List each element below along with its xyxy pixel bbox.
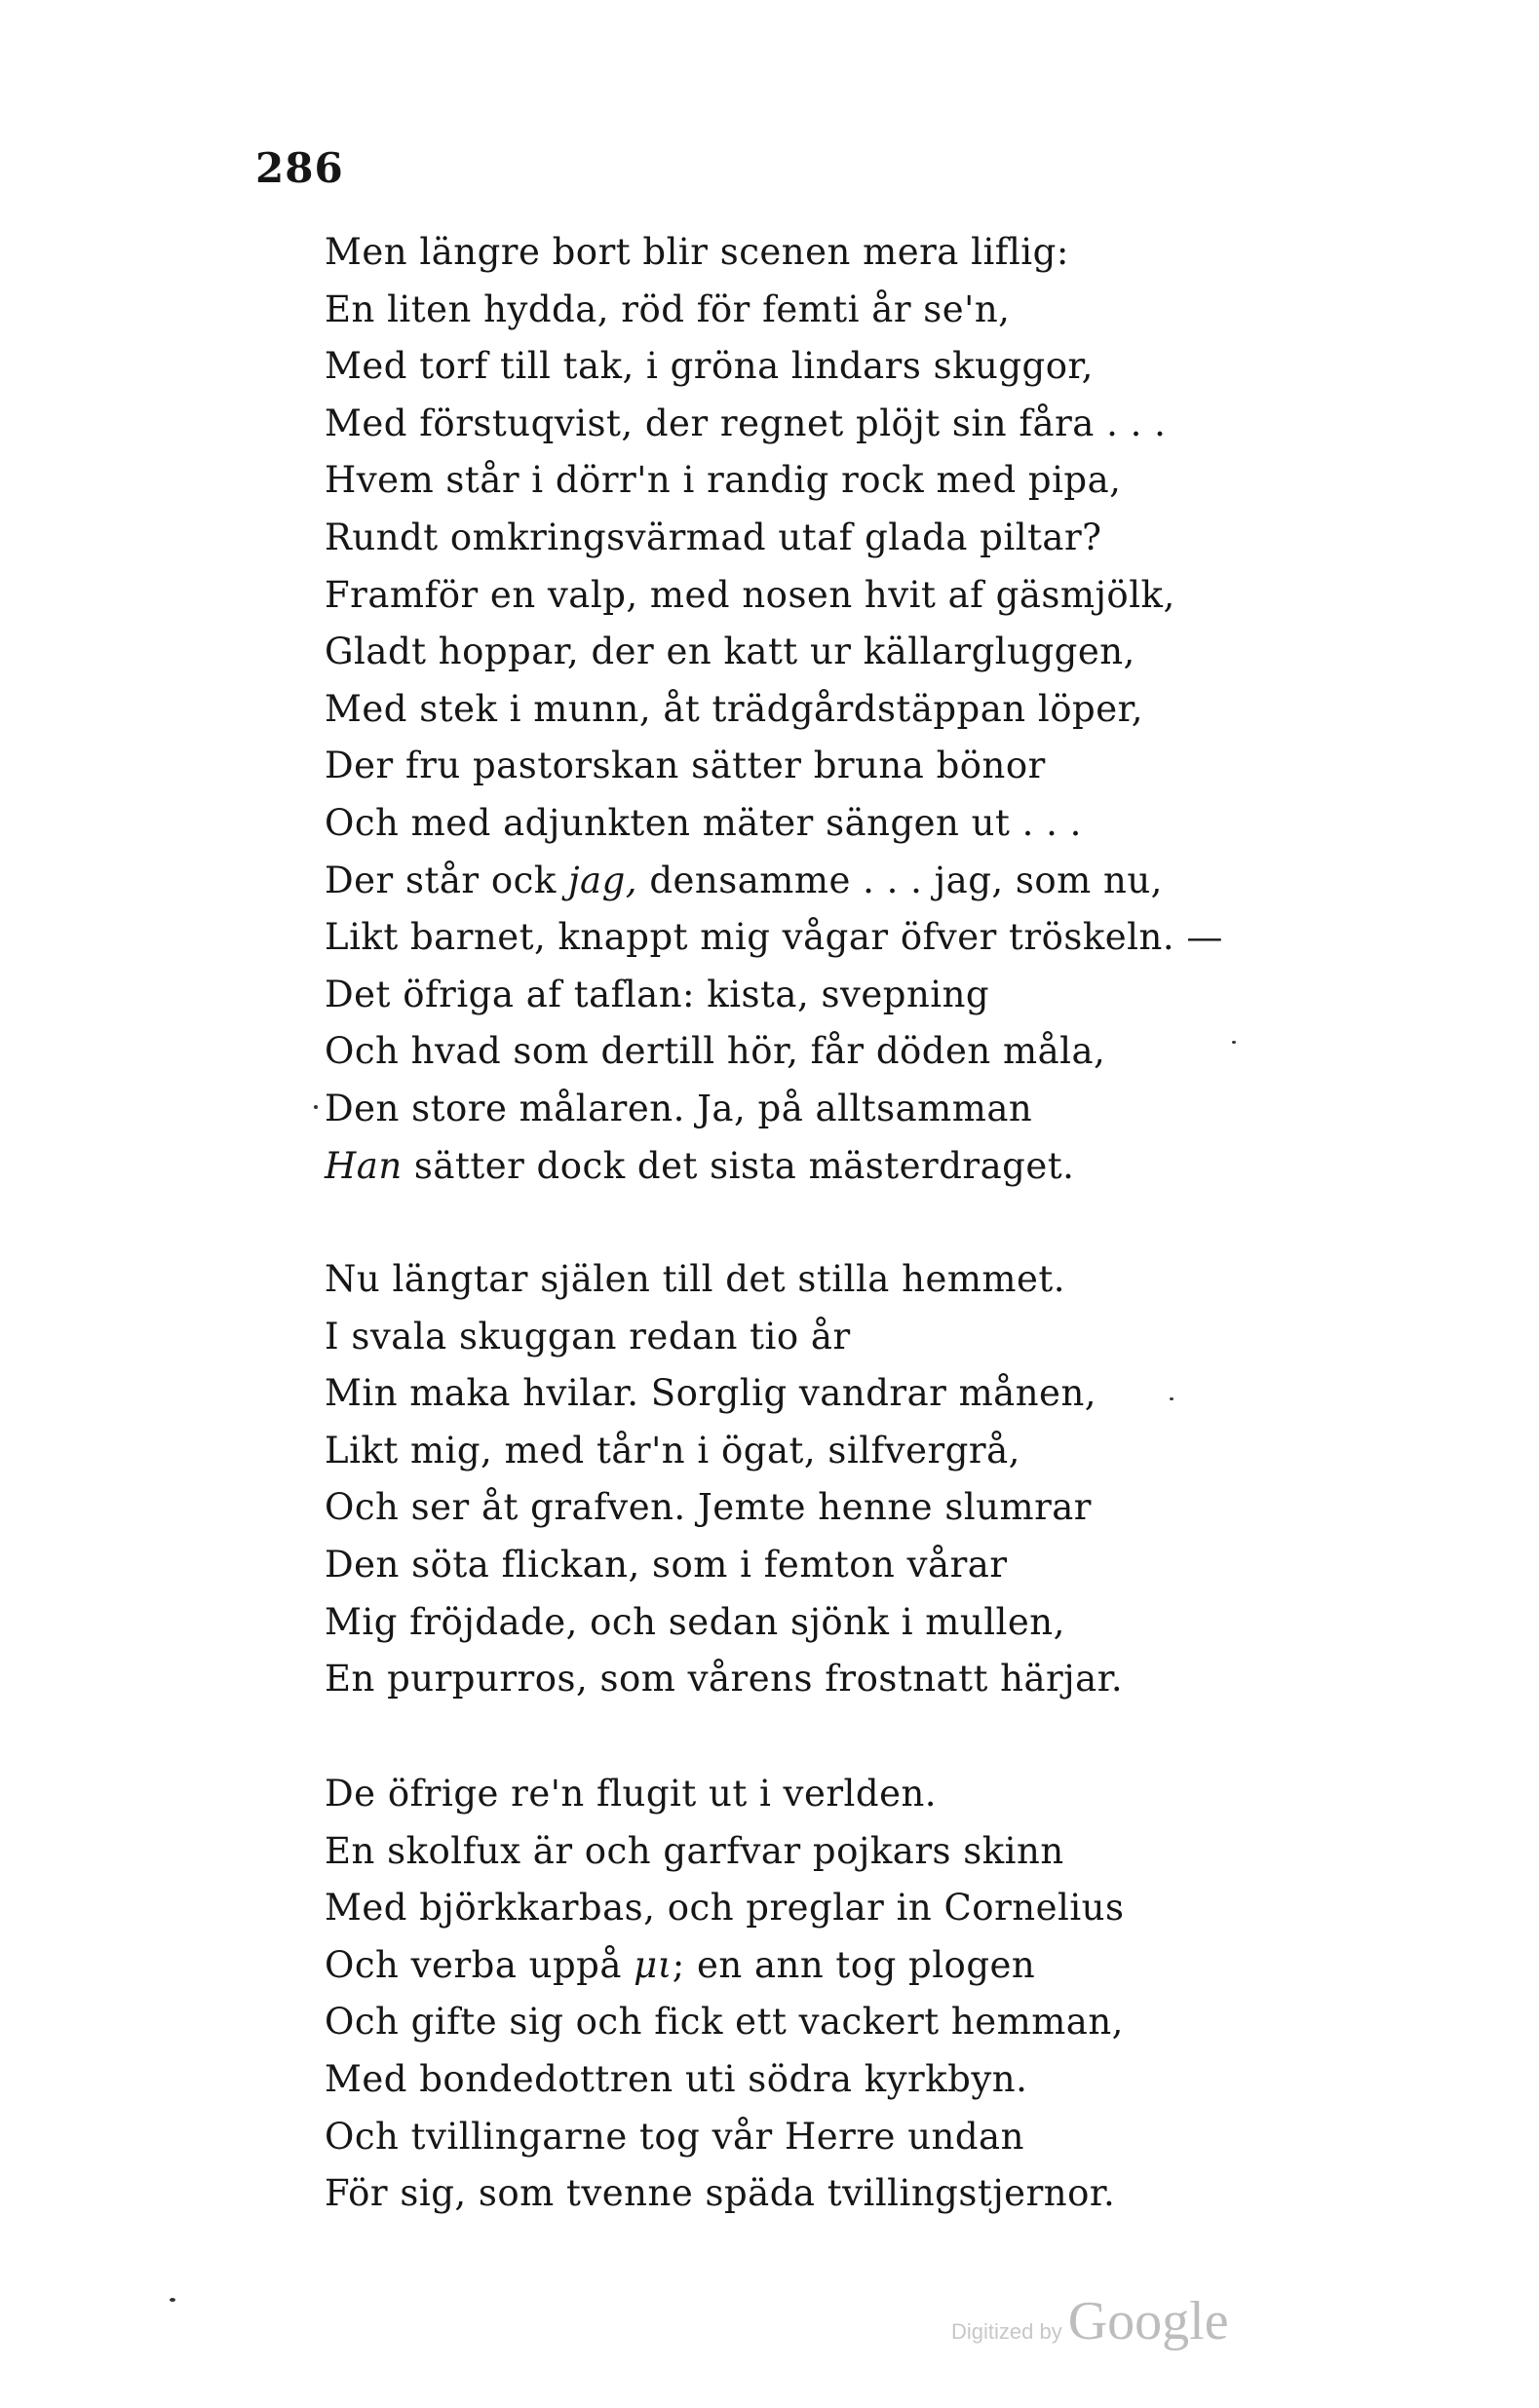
poem-line: Med bondedottren uti södra kyrkbyn. (325, 2057, 1028, 2100)
poem-line: Men längre bort blir scenen mera liflig: (325, 231, 1069, 273)
poem-line: Och tvillingarne tog vår Herre undan (325, 2115, 1024, 2158)
poem-line-mixed (325, 1138, 1223, 1196)
poem-line: En liten hydda, röd för femti år se'n, (325, 287, 1011, 330)
digitized-watermark (951, 2290, 1229, 2352)
ink-speck (1232, 1041, 1236, 1044)
poem-line-end: sätter dock det sista mästerdraget. (413, 1144, 1075, 1187)
poem-line-end: densamme . . . jag, som nu, (649, 859, 1163, 901)
poem-line: Med björkkarbas, och preglar in Cornelius (325, 1887, 1125, 1930)
poem-line: De öfrige re'n flugit ut i verlden. (325, 1773, 938, 1815)
poem-line: Likt barnet, knappt mig vågar öfver tröskeln. — (325, 916, 1223, 959)
poem-line: I svala skuggan redan tio år (325, 1315, 851, 1357)
poem-line: Och hvad som dertill hör, får döden måla, (325, 1030, 1106, 1073)
emphasis-word: Han (325, 1144, 403, 1187)
stanza-3 (325, 1766, 1124, 2223)
poem-line: Och med adjunkten mäter sängen ut . . . (325, 801, 1082, 844)
poem-line: Med förstuqvist, der regnet plöjt sin fåra . . . (325, 401, 1167, 444)
poem-line: Hvem står i dörr'n i randig rock med pipa, (325, 459, 1122, 502)
google-logo: Google (1067, 2291, 1229, 2351)
poem-line: För sig, som tvenne späda tvillingstjernor. (325, 2172, 1116, 2215)
poem-line: Och gifte sig och fick ett vackert hemman, (325, 2001, 1124, 2044)
ink-speck (170, 2298, 175, 2302)
poem-line-end: ; en ann tog plogen (672, 1943, 1036, 1986)
ink-speck (1170, 1397, 1173, 1400)
poem-line: Med torf till tak, i gröna lindars skuggor, (325, 345, 1094, 388)
poem-line-mixed (325, 853, 1223, 910)
poem-line: Det öfriga af taflan: kista, svepning (325, 973, 990, 1015)
poem-line-start: Der står ock (325, 859, 557, 901)
poem-line: Den store målaren. Ja, på alltsamman (325, 1087, 1033, 1129)
poem-line: En purpurros, som vårens frostnatt härjar. (325, 1658, 1124, 1701)
page-number: 286 (255, 144, 344, 192)
poem-line: Der fru pastorskan sätter bruna bönor (325, 745, 1046, 787)
stanza-1 (325, 224, 1223, 1195)
poem-line: Mig fröjdade, och sedan sjönk i mullen, (325, 1600, 1065, 1643)
ink-speck (314, 1105, 318, 1109)
poem-line-mixed (325, 1937, 1124, 1995)
emphasis-word: jag, (568, 859, 638, 901)
poem-line: Den söta flickan, som i femton vårar (325, 1543, 1008, 1586)
greek-word: μι (634, 1943, 673, 1986)
poem-line-start: Och verba uppå (325, 1943, 622, 1986)
poem-line: Gladt hoppar, der en katt ur källargluggen, (325, 631, 1135, 673)
stanza-2 (325, 1251, 1123, 1708)
poem-line: Min maka hvilar. Sorglig vandrar månen, (325, 1372, 1097, 1415)
poem-line: Och ser åt grafven. Jemte henne slumrar (325, 1486, 1092, 1529)
poem-line: En skolfux är och garfvar pojkars skinn (325, 1829, 1064, 1872)
watermark-prefix: Digitized by (951, 2319, 1062, 2344)
poem-line: Nu längtar själen till det stilla hemmet. (325, 1258, 1066, 1300)
poem-line: Likt mig, med tår'n i ögat, silfvergrå, (325, 1429, 1020, 1472)
poem-line: Framför en valp, med nosen hvit af gäsmjölk, (325, 573, 1175, 616)
poem-line: Med stek i munn, åt trädgårdstäppan löper, (325, 687, 1143, 730)
poem-line: Rundt omkringsvärmad utaf glada piltar? (325, 516, 1102, 558)
